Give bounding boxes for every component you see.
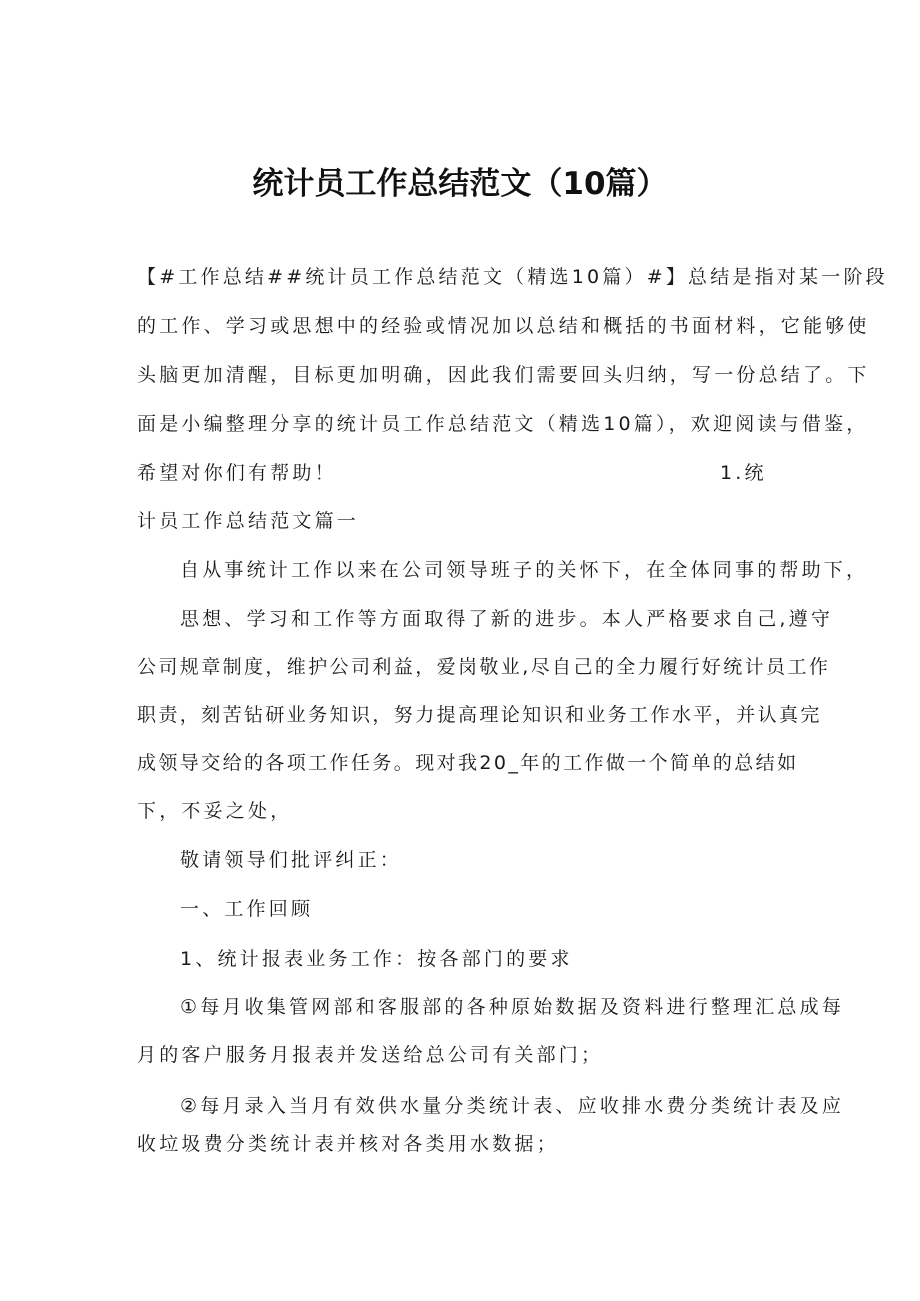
text-line: ①每月收集管网部和客服部的各种原始数据及资料进行整理汇总成每 bbox=[180, 996, 845, 1018]
text-line: 自从事统计工作以来在公司领导班子的关怀下，在全体同事的帮助下， bbox=[180, 559, 869, 581]
text-line: 敬请领导们批评纠正： bbox=[180, 849, 403, 871]
text-line: ②每月录入当月有效供水量分类统计表、应收排水费分类统计表及应 bbox=[180, 1095, 845, 1117]
text-line: 公司规章制度，维护公司利益，爱岗敬业,尽自己的全力履行好统计员工作 bbox=[137, 656, 831, 678]
text-line: 思想、学习和工作等方面取得了新的进步。本人严格要求自己,遵守 bbox=[180, 608, 834, 630]
text-line: 1.统 bbox=[720, 462, 767, 484]
text-line: 面是小编整理分享的统计员工作总结范文（精选10篇），欢迎阅读与借鉴， bbox=[137, 413, 869, 435]
text-line: 1、统计报表业务工作：按各部门的要求 bbox=[180, 948, 573, 970]
section-heading: 一、工作回顾 bbox=[180, 898, 314, 920]
text-line: 职责，刻苦钻研业务知识，努力提高理论知识和业务工作水平，并认真完 bbox=[137, 704, 822, 726]
text-line: 希望对你们有帮助！ bbox=[137, 462, 337, 484]
text-line: 成领导交给的各项工作任务。现对我20_年的工作做一个简单的总结如 bbox=[137, 752, 799, 774]
text-line: 的工作、学习或思想中的经验或情况加以总结和概括的书面材料，它能够使 bbox=[137, 315, 870, 337]
document-title: 统计员工作总结范文（10篇） bbox=[252, 166, 668, 202]
text-line: 【#工作总结##统计员工作总结范文（精选10篇）#】总结是指对某一阶段 bbox=[137, 266, 888, 288]
text-line: 下，不妥之处， bbox=[137, 800, 293, 822]
text-line: 月的客户服务月报表并发送给总公司有关部门； bbox=[137, 1044, 604, 1066]
text-line: 头脑更加清醒，目标更加明确，因此我们需要回头归纳，写一份总结了。下 bbox=[137, 364, 870, 386]
text-line: 收垃圾费分类统计表并核对各类用水数据； bbox=[137, 1133, 559, 1155]
text-line: 计员工作总结范文篇一 bbox=[137, 510, 360, 532]
